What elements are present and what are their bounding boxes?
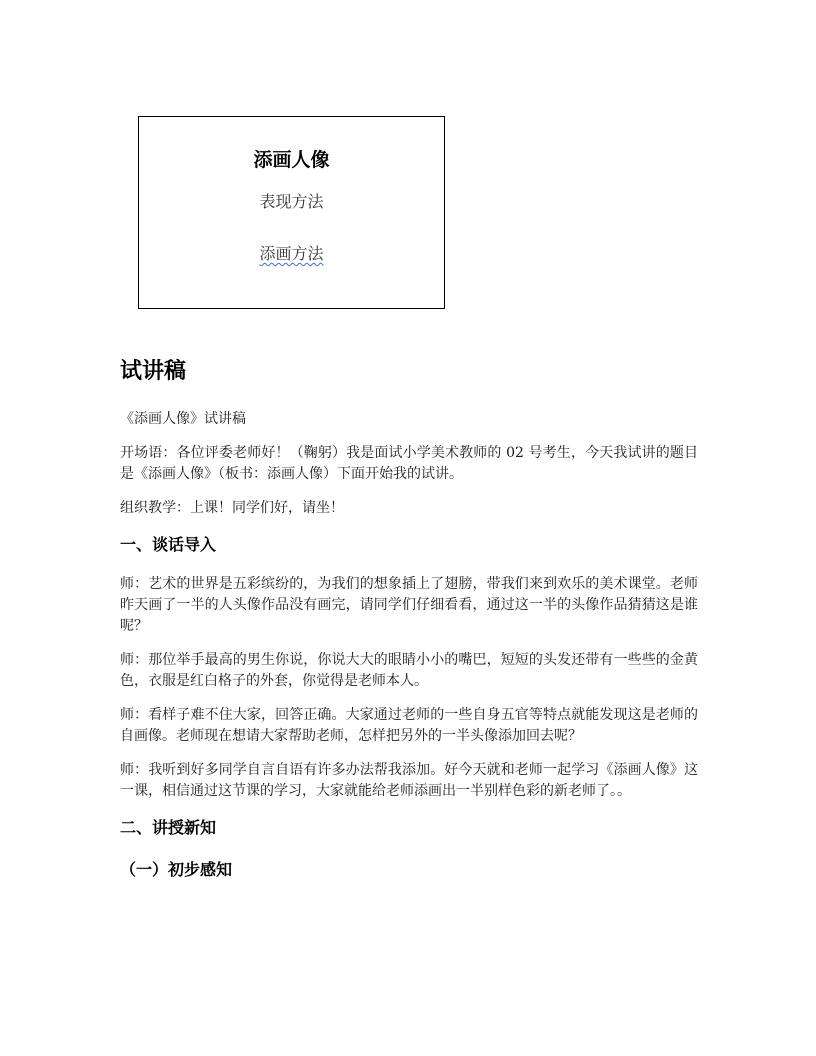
blackboard-line-2: [139, 241, 444, 264]
blackboard-line-2-text: 添画方法: [259, 244, 324, 263]
blackboard-title: 添画人像: [253, 149, 330, 171]
section-1-paragraph-4: 师：我听到好多同学自言自语有许多办法帮我添加。好今天就和老师一起学习《添画人像》这一课，相信通过这节课的学习，大家就能给老师添画出一半别样色彩的新老师了。。: [120, 762, 698, 799]
document-subtitle: 《添画人像》试讲稿: [120, 411, 246, 427]
section-1-paragraph-2: 师：那位举手最高的男生你说，你说大大的眼睛小小的嘴巴，短短的头发还带有一些些的金黄色，衣服是红白格子的外套，你觉得是老师本人。: [120, 652, 698, 689]
blackboard-box: [138, 116, 445, 309]
section-2-subheading: （一）初步感知: [120, 860, 233, 879]
opening-paragraph: 开场语：各位评委老师好！（鞠躬）我是面试小学美术教师的 02 号考生，今天我试讲的题目是《添画人像》（板书：添画人像）下面开始我的试讲。: [120, 445, 698, 482]
document-heading: 试讲稿: [120, 359, 187, 384]
section-1-paragraph-3: 师：看样子难不住大家，回答正确。大家通过老师的一些自身五官等特点就能发现这是老师的自画像。老师现在想请大家帮助老师，怎样把另外的一半头像添加回去呢？: [120, 707, 698, 744]
blackboard-line-1: 表现方法: [259, 192, 324, 211]
section-2-heading: 二、讲授新知: [120, 818, 217, 837]
section-1-heading: 一、谈话导入: [120, 535, 217, 554]
organization-paragraph: 组织教学：上课！同学们好，请坐！: [120, 500, 344, 516]
document-body: [120, 355, 698, 899]
section-1-paragraph-1: 师：艺术的世界是五彩缤纷的，为我们的想象插上了翅膀，带我们来到欢乐的美术课堂。老师昨天画了一半的人头像作品没有画完，请同学们仔细看看，通过这一半的头像作品猜猜这是谁呢？: [120, 576, 698, 634]
